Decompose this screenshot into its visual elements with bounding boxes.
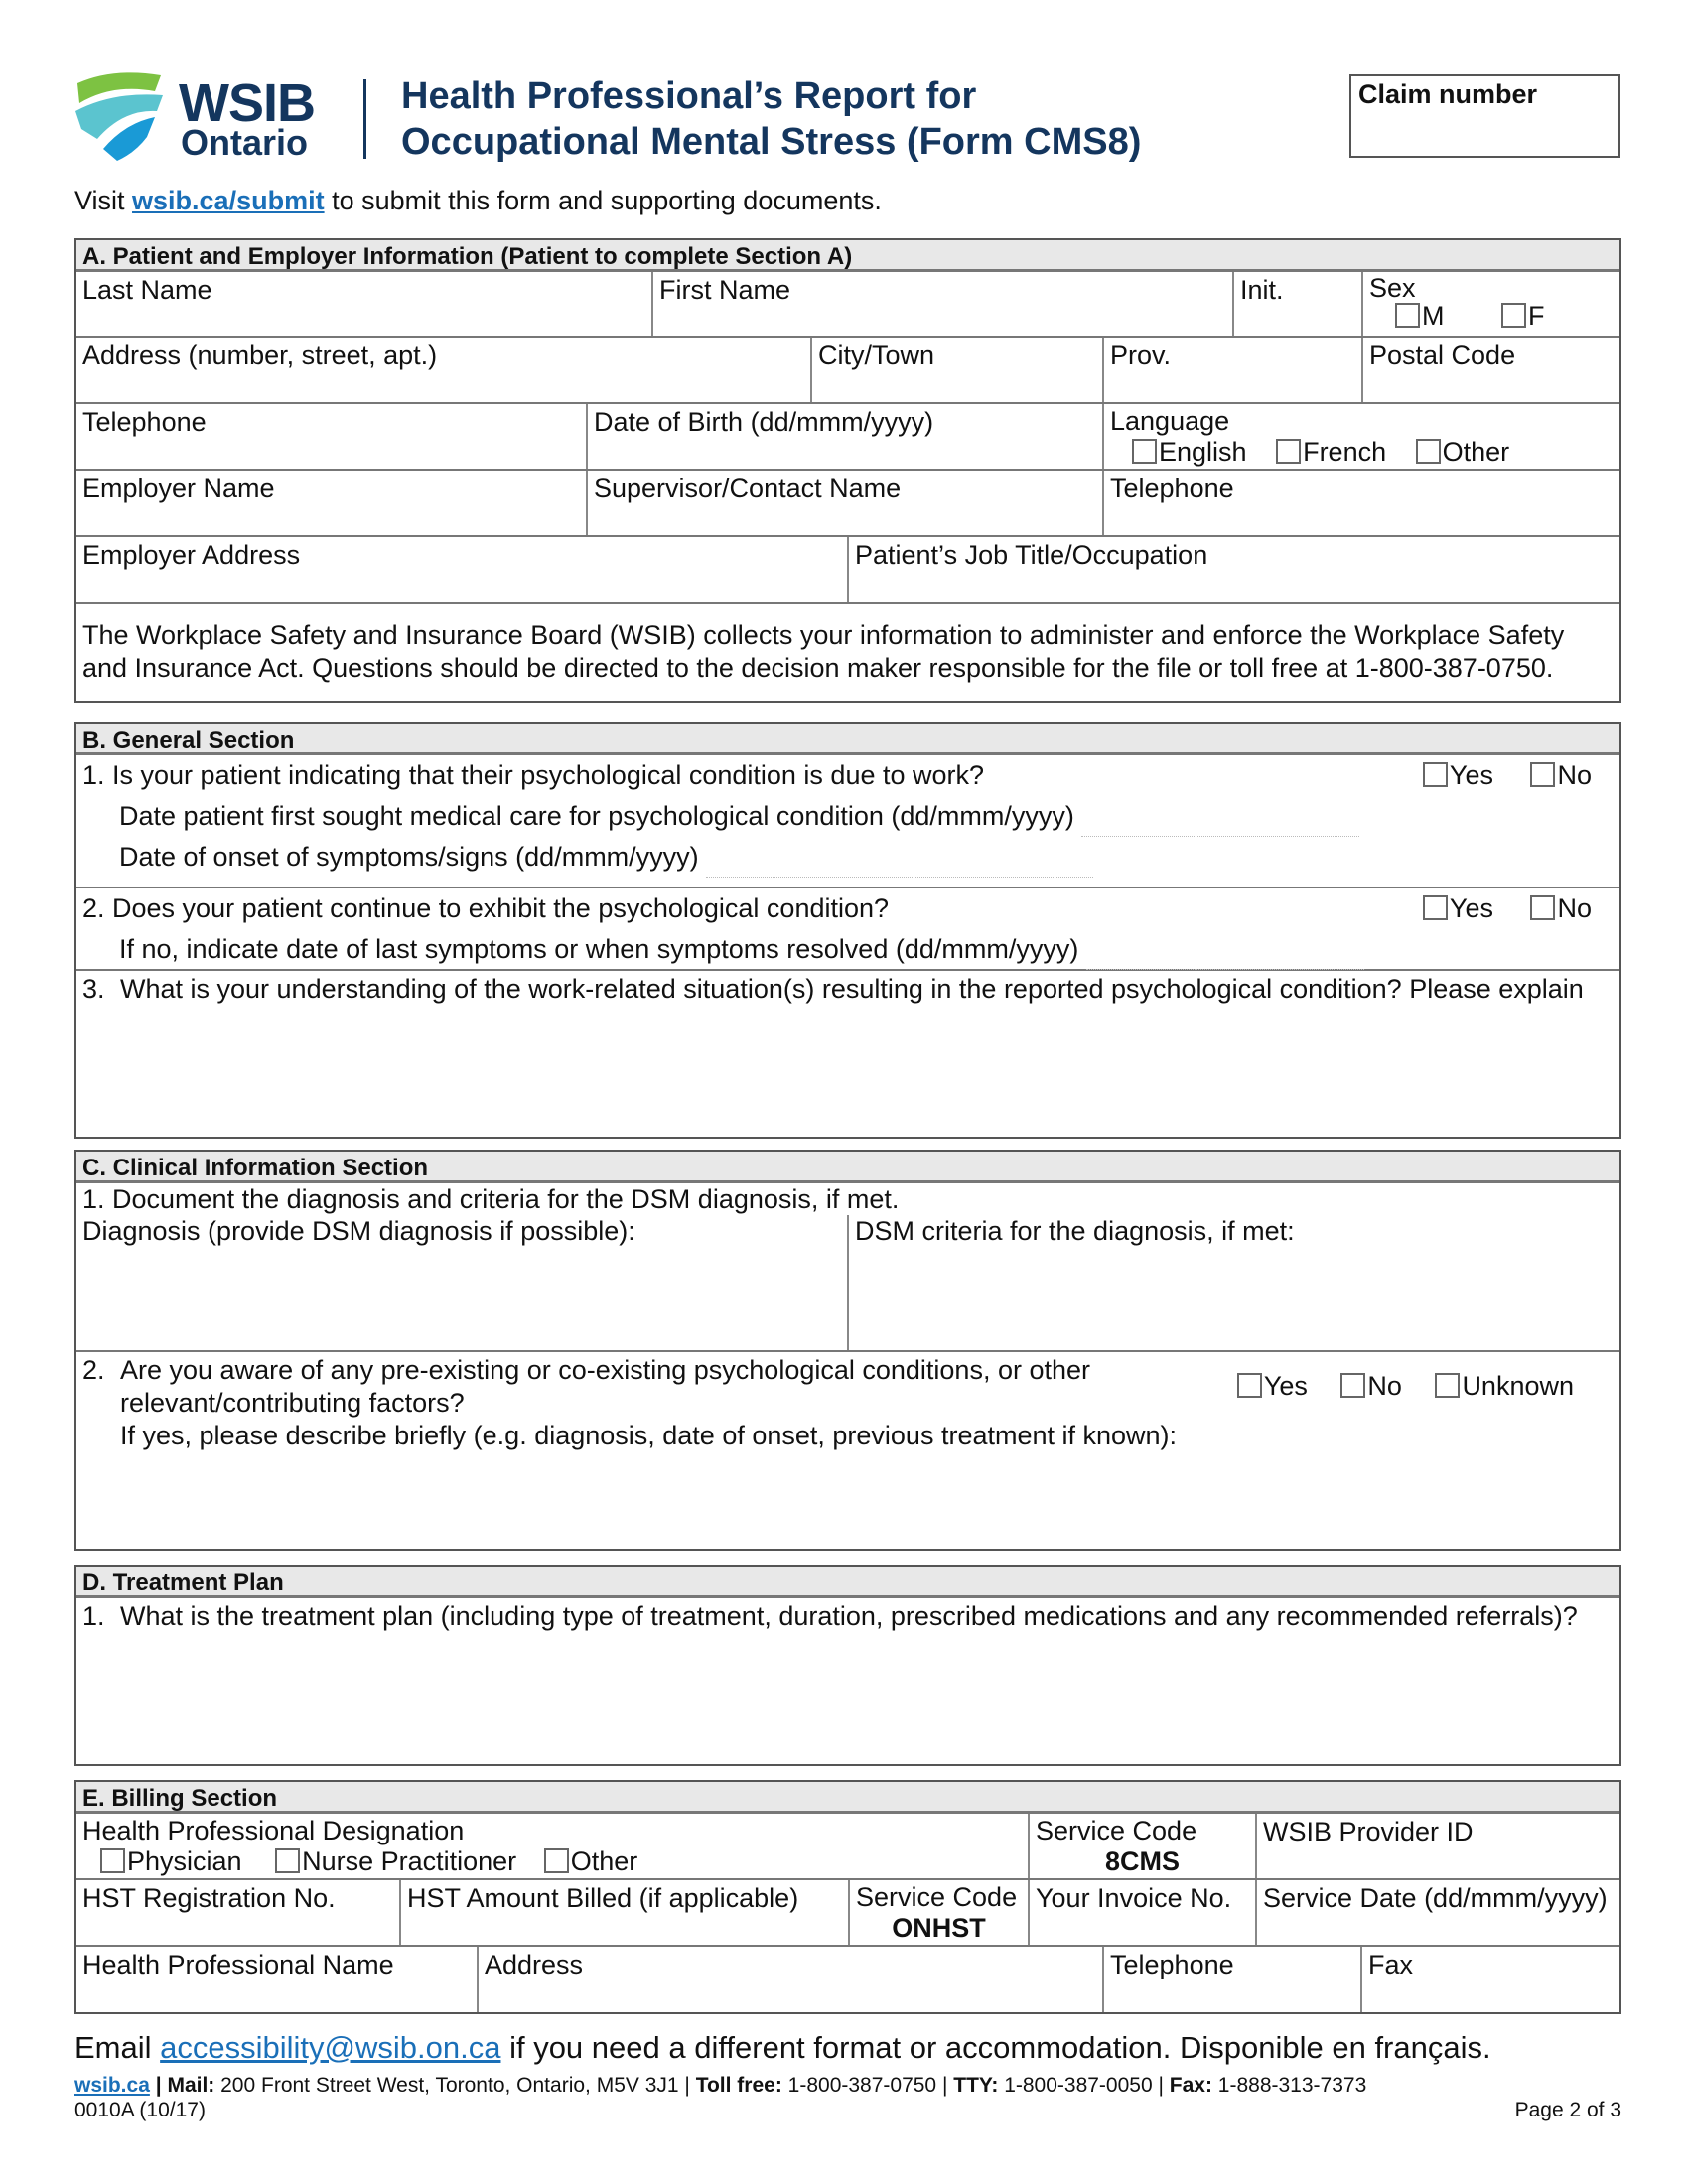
employer-name-label: Employer Name — [82, 474, 275, 503]
treatment-plan-field[interactable] — [76, 1598, 1619, 1764]
diagnosis-field[interactable] — [76, 1215, 849, 1350]
accessibility-notice — [74, 2029, 1491, 2066]
b-q1-no-checkbox[interactable] — [1530, 762, 1555, 787]
e-row-designation — [76, 1814, 1619, 1880]
b-q1-date-first-care-field[interactable] — [1081, 815, 1359, 837]
service-code-onhst: ONHST — [892, 1913, 986, 1943]
b-q1-no-label: No — [1557, 760, 1592, 790]
tty-label: TTY: — [953, 2074, 999, 2097]
employer-address-field[interactable] — [76, 537, 849, 602]
visit-prefix: Visit — [74, 186, 133, 215]
c-q2-number: 2. — [82, 1355, 105, 1385]
b-q3-number: 3. — [82, 974, 105, 1004]
employer-address-label: Employer Address — [82, 540, 301, 570]
language-french-label: French — [1303, 437, 1387, 467]
visit-suffix: to submit this form and supporting documents. — [324, 186, 882, 215]
section-e-header: E. Billing Section — [76, 1782, 1619, 1814]
visit-instructions — [74, 185, 882, 216]
b-q2-date-label: If no, indicate date of last symptoms or when symptoms resolved (dd/mmm/yyyy) — [119, 934, 1079, 964]
service-code-onhst-cell — [850, 1880, 1030, 1945]
hst-amount-label: HST Amount Billed (if applicable) — [407, 1883, 799, 1913]
c-q2-no-label: No — [1367, 1371, 1402, 1401]
hp-fax-label: Fax — [1368, 1950, 1414, 1979]
toll-free-value: 1-800-387-0750 | — [781, 2074, 954, 2097]
employer-name-field[interactable] — [76, 471, 588, 535]
b-q2-yes-label: Yes — [1449, 893, 1493, 923]
fax-value: 1-888-313-7373 — [1211, 2074, 1367, 2097]
sex-field — [1363, 272, 1619, 336]
row-name — [76, 272, 1619, 338]
mail-label: Mail: — [167, 2074, 215, 2097]
form-code: 0010A (10/17) — [74, 2099, 206, 2121]
province-label: Prov. — [1110, 341, 1172, 370]
section-c — [74, 1150, 1621, 1551]
b-question-2 — [76, 888, 1619, 971]
c-q2-field[interactable] — [76, 1352, 1619, 1549]
service-code-label-1: Service Code — [1036, 1816, 1197, 1845]
service-date-field[interactable] — [1257, 1880, 1619, 1945]
c-q2-unknown-label: Unknown — [1462, 1371, 1574, 1401]
b-q1-date-onset-field[interactable] — [706, 856, 1093, 878]
wsib-logo — [73, 69, 332, 164]
claim-number-label: Claim number — [1358, 79, 1538, 109]
form-title — [401, 73, 1141, 165]
dob-field[interactable] — [588, 404, 1104, 469]
designation-other-label: Other — [570, 1846, 638, 1876]
c-q2-no-checkbox[interactable] — [1340, 1373, 1365, 1398]
address-label: Address (number, street, apt.) — [82, 341, 438, 370]
b-q1-text: 1. Is your patient indicating that their psychological condition is due to work? — [82, 760, 985, 790]
service-code-label-2: Service Code — [856, 1882, 1018, 1912]
d-q1-text: What is the treatment plan (including type of treatment, duration, prescribed medications and any recommended referrals)? — [120, 1601, 1578, 1631]
row-telephone — [76, 404, 1619, 471]
page-number: Page 2 of 3 — [1514, 2099, 1621, 2121]
hp-address-label: Address — [485, 1950, 584, 1979]
designation-field — [76, 1814, 1030, 1878]
last-name-label: Last Name — [82, 275, 212, 305]
c-q1-text: 1. Document the diagnosis and criteria for the DSM diagnosis, if met. — [82, 1184, 900, 1214]
employer-telephone-label: Telephone — [1110, 474, 1234, 503]
sex-m-checkbox[interactable] — [1395, 303, 1420, 328]
privacy-notice: The Workplace Safety and Insurance Board (WSIB) collects your information to administer and enforce the Workplace Safety and Insurance Act. Questions should be directed to the decision maker responsible for the file or toll free at 1-800-387-0750. — [82, 620, 1565, 683]
language-other-label: Other — [1442, 437, 1510, 467]
hst-amount-field[interactable] — [401, 1880, 850, 1945]
supervisor-field[interactable] — [588, 471, 1104, 535]
claim-number-field[interactable] — [1349, 74, 1620, 158]
b-q3-field[interactable] — [76, 971, 1619, 1137]
b-q1-date-first-care-label: Date patient first sought medical care for psychological condition (dd/mmm/yyyy) — [119, 801, 1074, 831]
contact-info: wsib.ca | Mail: 200 Front Street West, Toronto, Ontario, M5V 3J1 | Toll free: 1-800-387-0750 | TTY: 1-800-387-0050 | Fax: 1-888-313-7373 — [74, 2074, 1367, 2097]
form-title-line2: Occupational Mental Stress (Form CMS8) — [401, 121, 1142, 163]
wsib-site-link[interactable]: wsib.ca — [74, 2074, 150, 2097]
b-question-1 — [76, 755, 1619, 888]
job-title-field[interactable] — [849, 537, 1619, 602]
b-q3-text: What is your understanding of the work-related situation(s) resulting in the reported psychological condition? Please explain — [120, 974, 1584, 1004]
b-q2-yes-checkbox[interactable] — [1423, 895, 1448, 920]
e-row-professional — [76, 1947, 1619, 2012]
service-date-label: Service Date (dd/mmm/yyyy) — [1263, 1883, 1608, 1913]
b-q2-date-field[interactable] — [1086, 948, 1364, 970]
b-q1-yes-checkbox[interactable] — [1423, 762, 1448, 787]
c-question-2 — [76, 1352, 1619, 1549]
employer-telephone-field[interactable] — [1104, 471, 1619, 535]
row-employer — [76, 471, 1619, 537]
b-q2-no-checkbox[interactable] — [1530, 895, 1555, 920]
designation-other-checkbox[interactable] — [544, 1848, 569, 1873]
email-prefix: Email — [74, 2030, 161, 2065]
mail-value: 200 Front Street West, Toronto, Ontario, M5V 3J1 | — [214, 2074, 696, 2097]
provider-id-field[interactable] — [1257, 1814, 1619, 1878]
b-q1-date-onset-label: Date of onset of symptoms/signs (dd/mmm/yyyy) — [119, 842, 699, 872]
section-b-header: B. General Section — [76, 724, 1619, 755]
postal-code-label: Postal Code — [1369, 341, 1516, 370]
initial-field[interactable] — [1234, 272, 1363, 336]
first-name-field[interactable] — [653, 272, 1234, 336]
dsm-criteria-label: DSM criteria for the diagnosis, if met: — [855, 1216, 1295, 1246]
form-title-line1: Health Professional’s Report for — [401, 75, 977, 117]
row-address — [76, 338, 1619, 404]
last-name-field[interactable] — [76, 272, 653, 336]
supervisor-label: Supervisor/Contact Name — [594, 474, 902, 503]
section-a-header: A. Patient and Employer Information (Patient to complete Section A) — [76, 240, 1619, 272]
hp-name-label: Health Professional Name — [82, 1950, 394, 1979]
section-e — [74, 1780, 1621, 2014]
b-q1-yes-label: Yes — [1449, 760, 1493, 790]
designation-label: Health Professional Designation — [82, 1816, 465, 1845]
logo-ontario-text: Ontario — [181, 122, 309, 163]
service-code-8cms: 8CMS — [1104, 1846, 1180, 1876]
dsm-criteria-field[interactable] — [849, 1215, 1619, 1350]
postal-code-field[interactable] — [1363, 338, 1619, 402]
b-question-3 — [76, 971, 1619, 1137]
row-employer-address — [76, 537, 1619, 604]
hp-name-field[interactable] — [76, 1947, 479, 2012]
initial-label: Init. — [1240, 275, 1284, 305]
telephone-field[interactable] — [76, 404, 588, 469]
job-title-label: Patient’s Job Title/Occupation — [855, 540, 1208, 570]
section-d — [74, 1565, 1621, 1766]
invoice-label: Your Invoice No. — [1036, 1883, 1232, 1913]
province-field[interactable] — [1104, 338, 1363, 402]
section-a — [74, 238, 1621, 703]
language-label: Language — [1110, 406, 1230, 436]
toll-free-label: Toll free: — [695, 2074, 782, 2097]
sex-label: Sex — [1369, 273, 1416, 303]
language-english-checkbox[interactable] — [1132, 439, 1157, 464]
row-notice — [76, 604, 1619, 701]
sex-f-checkbox[interactable] — [1501, 303, 1526, 328]
wsib-shield-icon — [73, 69, 173, 164]
fax-label: Fax: — [1169, 2074, 1212, 2097]
c-q2-yes-checkbox[interactable] — [1237, 1373, 1262, 1398]
email-suffix: if you need a different format or accommodation. Disponible en français. — [500, 2030, 1491, 2065]
hp-telephone-label: Telephone — [1110, 1950, 1234, 1979]
e-row-hst — [76, 1880, 1619, 1947]
hp-fax-field[interactable] — [1362, 1947, 1619, 2012]
section-b — [74, 722, 1621, 1139]
diagnosis-label: Diagnosis (provide DSM diagnosis if possible): — [82, 1216, 635, 1246]
address-field[interactable] — [76, 338, 812, 402]
tty-value: 1-800-387-0050 | — [998, 2074, 1170, 2097]
c-q2-detail: If yes, please describe briefly (e.g. diagnosis, date of onset, previous treatment if known): — [120, 1421, 1178, 1450]
provider-id-label: WSIB Provider ID — [1263, 1817, 1474, 1846]
hst-registration-field[interactable] — [76, 1880, 401, 1945]
section-c-header: C. Clinical Information Section — [76, 1152, 1619, 1183]
hst-registration-label: HST Registration No. — [82, 1883, 336, 1913]
submit-link[interactable]: wsib.ca/submit — [132, 186, 325, 215]
c-q2-unknown-checkbox[interactable] — [1435, 1373, 1460, 1398]
language-french-checkbox[interactable] — [1276, 439, 1301, 464]
invoice-field[interactable] — [1030, 1880, 1257, 1945]
section-d-header: D. Treatment Plan — [76, 1567, 1619, 1598]
designation-physician-label: Physician — [127, 1846, 242, 1876]
c-q2-yes-label: Yes — [1263, 1371, 1308, 1401]
designation-physician-checkbox[interactable] — [100, 1848, 125, 1873]
b-q2-no-label: No — [1557, 893, 1592, 923]
language-other-checkbox[interactable] — [1416, 439, 1441, 464]
first-name-label: First Name — [659, 275, 791, 305]
language-field — [1104, 404, 1619, 469]
service-code-8cms-cell — [1030, 1814, 1257, 1878]
header-divider — [363, 79, 366, 159]
designation-nurse-checkbox[interactable] — [275, 1848, 300, 1873]
sex-f-label: F — [1528, 301, 1545, 331]
dob-label: Date of Birth (dd/mmm/yyyy) — [594, 407, 934, 437]
city-field[interactable] — [812, 338, 1104, 402]
logo-wsib-text: WSIB — [179, 73, 315, 133]
designation-nurse-label: Nurse Practitioner — [302, 1846, 517, 1876]
accessibility-email-link[interactable]: accessibility@wsib.on.ca — [160, 2030, 501, 2065]
language-english-label: English — [1159, 437, 1247, 467]
telephone-label: Telephone — [82, 407, 207, 437]
d-q1-number: 1. — [82, 1601, 105, 1631]
hp-address-field[interactable] — [479, 1947, 1104, 2012]
c-q2-text: Are you aware of any pre-existing or co-existing psychological conditions, or other relevant/contributing factors? — [120, 1355, 1090, 1418]
c-question-1 — [76, 1183, 1619, 1352]
b-q2-text: 2. Does your patient continue to exhibit the psychological condition? — [82, 893, 890, 923]
d-question-1 — [76, 1598, 1619, 1764]
city-label: City/Town — [818, 341, 935, 370]
hp-telephone-field[interactable] — [1104, 1947, 1362, 2012]
sex-m-label: M — [1422, 301, 1445, 331]
